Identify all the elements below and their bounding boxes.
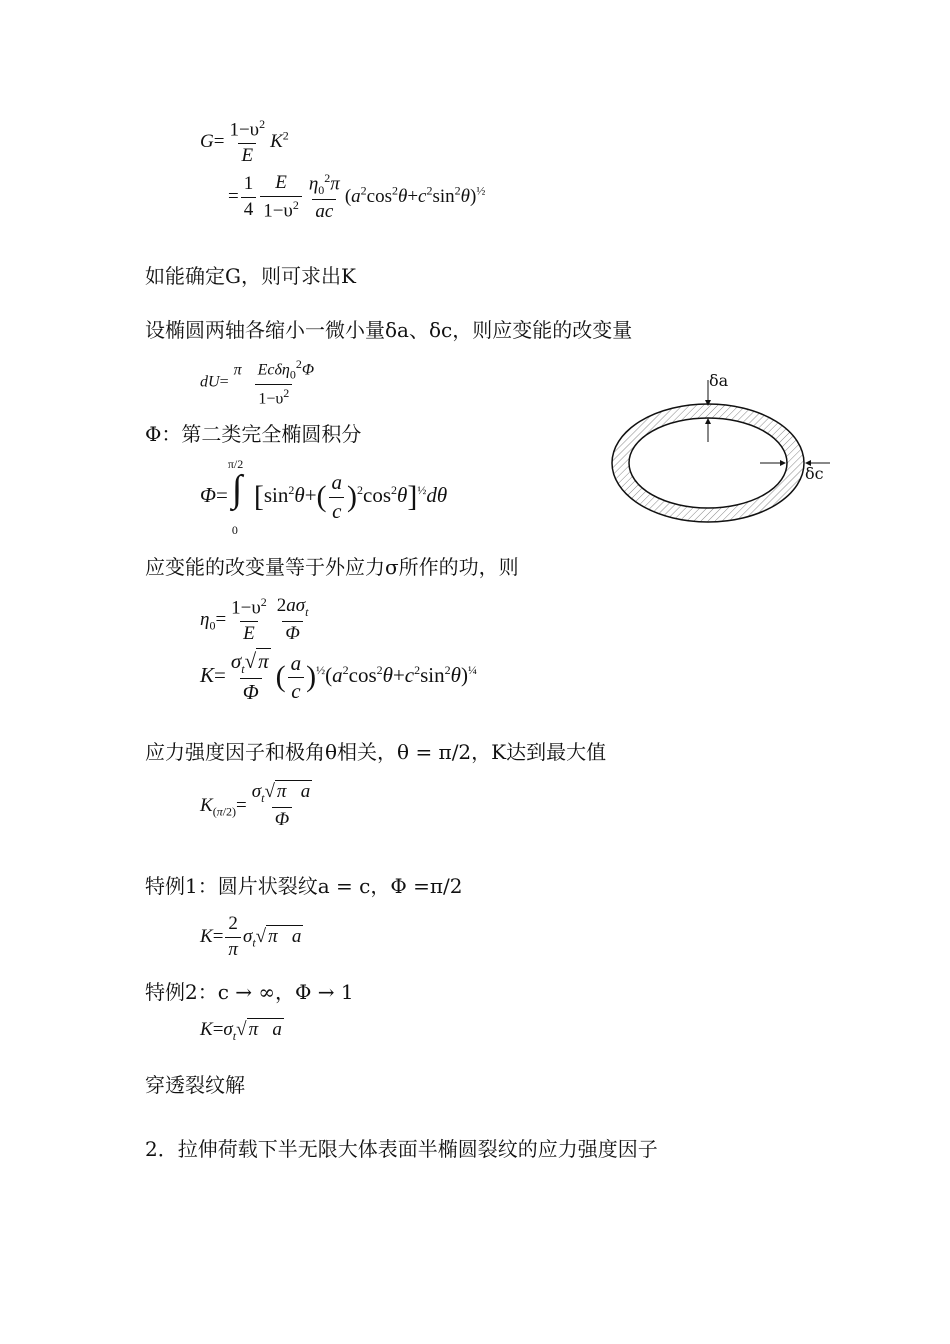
text-line-3: Φ：第二类完全椭圆积分: [145, 422, 362, 446]
equation-k-special-2: $K=\sigma_t√$ π a: [200, 1019, 282, 1043]
section-heading-2: 2．拉伸荷载下半无限大体表面半椭圆裂纹的应力强度因子: [145, 1137, 658, 1161]
equation-du: dU= $\frac{\pi Ec\delta\eta_0^2\Phi}{1-\upsilon^2}$: [200, 357, 315, 408]
label-delta-c: δc: [805, 464, 824, 483]
equation-k: K= $\frac{\sigma_t√\pi}{\Phi}$ ( $\frac{a}{c}$ )$^{\frac{1}{2}}(a^2\cos^2\theta+c^2\sin^2\theta)^{\frac{1}{4}}$: [200, 649, 477, 705]
equation-phi-integral: Φ= π/2 ∫ 0 [$\sin^2\theta+$( $\frac{a}{c}$ )$^2\cos^2\theta]^{\frac{1}{2}}d\theta$: [200, 457, 448, 537]
text-line-5: 应力强度因子和极角θ相关，θ = π/2，K达到最大值: [145, 740, 607, 764]
text-line-6: 特例1：圆片状裂纹a = c，Φ =π/2: [145, 874, 463, 898]
equation-eta0: $\eta_0=$ $\frac{1-\upsilon^2}{E}$ $\frac{2a\sigma_t}{\Phi}$: [200, 595, 309, 645]
equation-g-expanded: = $\frac{1}{4}$ $\frac{E}{1-\upsilon^2}$ $\frac{\eta_0^2\pi}{ac}$ $(a^2\cos^2\theta+c^2\sin^2\theta)^{\frac{1}{2}}$: [228, 171, 486, 223]
text-line-7: 特例2：c → ∞，Φ → 1: [145, 980, 354, 1004]
text-line-8: 穿透裂纹解: [145, 1073, 245, 1097]
text-line-4: 应变能的改变量等于外应力σ所作的功，则: [145, 555, 519, 579]
equation-k-special-1: K= $\frac{2}{\pi}$ $\sigma_t√$ π a: [200, 913, 302, 960]
equation-g-definition: G= $\frac{1-\upsilon^2}{E}$ $K^2$: [200, 117, 289, 167]
text-line-1: 如能确定G，则可求出K: [145, 264, 356, 288]
text-line-2: 设椭圆两轴各缩小一微小量δa、δc，则应变能的改变量: [145, 318, 633, 342]
equation-k-max: $K_{(\pi/2)}=$ $\frac{\sigma_t√ \pi a}{\Phi}$: [200, 781, 311, 830]
label-delta-a: δa: [709, 371, 729, 390]
